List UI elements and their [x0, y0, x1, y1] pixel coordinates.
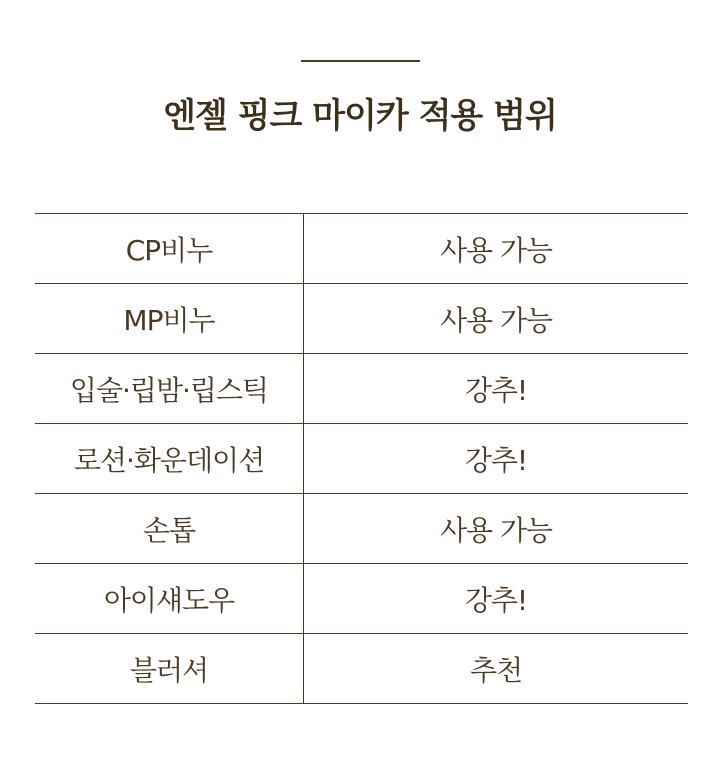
table-row — [35, 354, 688, 424]
title-divider — [301, 60, 420, 62]
item-cell: 블러셔 — [35, 634, 304, 704]
status-cell: 강추! — [304, 564, 689, 634]
status-cell: 사용 가능 — [304, 284, 689, 354]
table-row — [35, 284, 688, 354]
status-cell: 사용 가능 — [304, 494, 689, 564]
item-cell: MP비누 — [35, 284, 304, 354]
table-row — [35, 424, 688, 494]
item-cell: 손톱 — [35, 494, 304, 564]
usage-table — [35, 213, 688, 704]
item-cell: 아이섀도우 — [35, 564, 304, 634]
table-row — [35, 634, 688, 704]
item-cell: 로션·화운데이션 — [35, 424, 304, 494]
status-cell: 추천 — [304, 634, 689, 704]
item-cell: CP비누 — [35, 214, 304, 284]
status-cell: 강추! — [304, 354, 689, 424]
table-row — [35, 214, 688, 284]
table-row — [35, 494, 688, 564]
status-cell: 사용 가능 — [304, 214, 689, 284]
page-title: 엔젤 핑크 마이카 적용 범위 — [163, 96, 557, 136]
item-cell: 입술·립밤·립스틱 — [35, 354, 304, 424]
status-cell: 강추! — [304, 424, 689, 494]
table-row — [35, 564, 688, 634]
